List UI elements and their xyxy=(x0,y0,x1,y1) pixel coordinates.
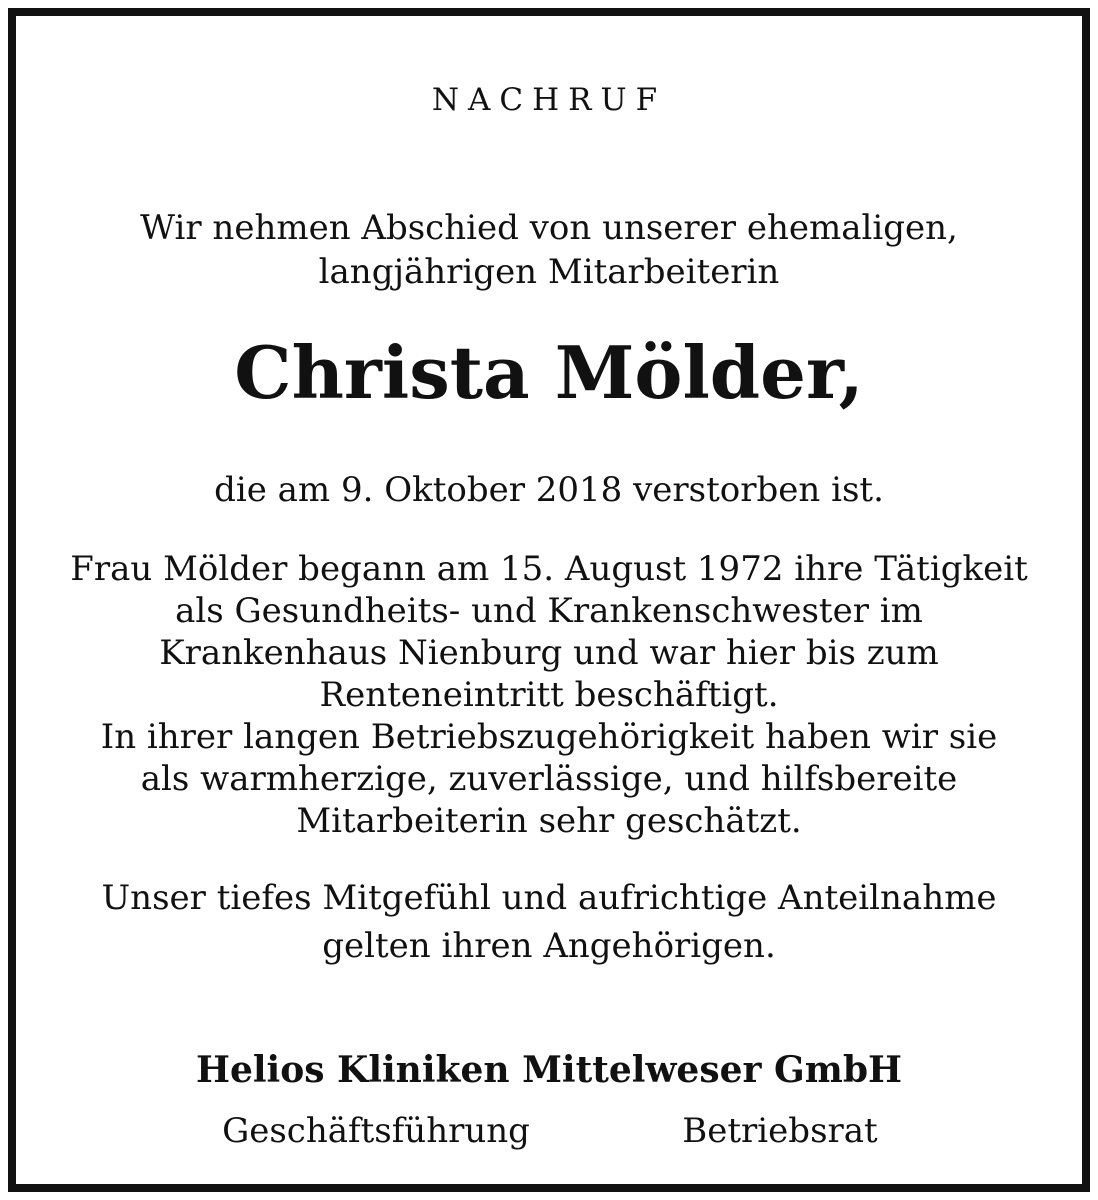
signature-management: Geschäftsführung xyxy=(222,1111,530,1151)
biography-line: Mitarbeiterin sehr geschätzt. xyxy=(296,801,802,841)
obituary-frame xyxy=(8,8,1090,1192)
deceased-name: Christa Mölder, xyxy=(234,330,864,415)
biography-line: als Gesundheits- und Krankenschwester im xyxy=(175,591,923,631)
signature-works-council: Betriebsrat xyxy=(682,1111,878,1151)
obituary-heading: NACHRUF xyxy=(431,82,667,118)
biography-line: In ihrer langen Betriebszugehörigkeit haben wir sie xyxy=(100,717,998,757)
biography-line: als warmherzige, zuverlässige, und hilfsbereite xyxy=(140,759,958,799)
organization-name: Helios Kliniken Mittelweser GmbH xyxy=(195,1049,903,1091)
biography-line: Renteneintritt beschäftigt. xyxy=(319,675,779,715)
sympathy-line: Unser tiefes Mitgefühl und aufrichtige Anteilnahme xyxy=(101,878,997,918)
death-date-text: die am 9. Oktober 2018 verstorben ist. xyxy=(214,470,884,510)
intro-line: Wir nehmen Abschied von unserer ehemaligen, xyxy=(140,208,958,248)
biography-line: Krankenhaus Nienburg und war hier bis zum xyxy=(159,633,939,673)
sympathy-text xyxy=(16,874,1082,970)
biography-line: Frau Mölder begann am 15. August 1972 ihre Tätigkeit xyxy=(70,549,1028,589)
intro-text xyxy=(16,206,1082,294)
intro-line: langjährigen Mitarbeiterin xyxy=(318,252,780,292)
sympathy-line: gelten ihren Angehörigen. xyxy=(322,926,776,966)
biography-text xyxy=(16,548,1082,842)
